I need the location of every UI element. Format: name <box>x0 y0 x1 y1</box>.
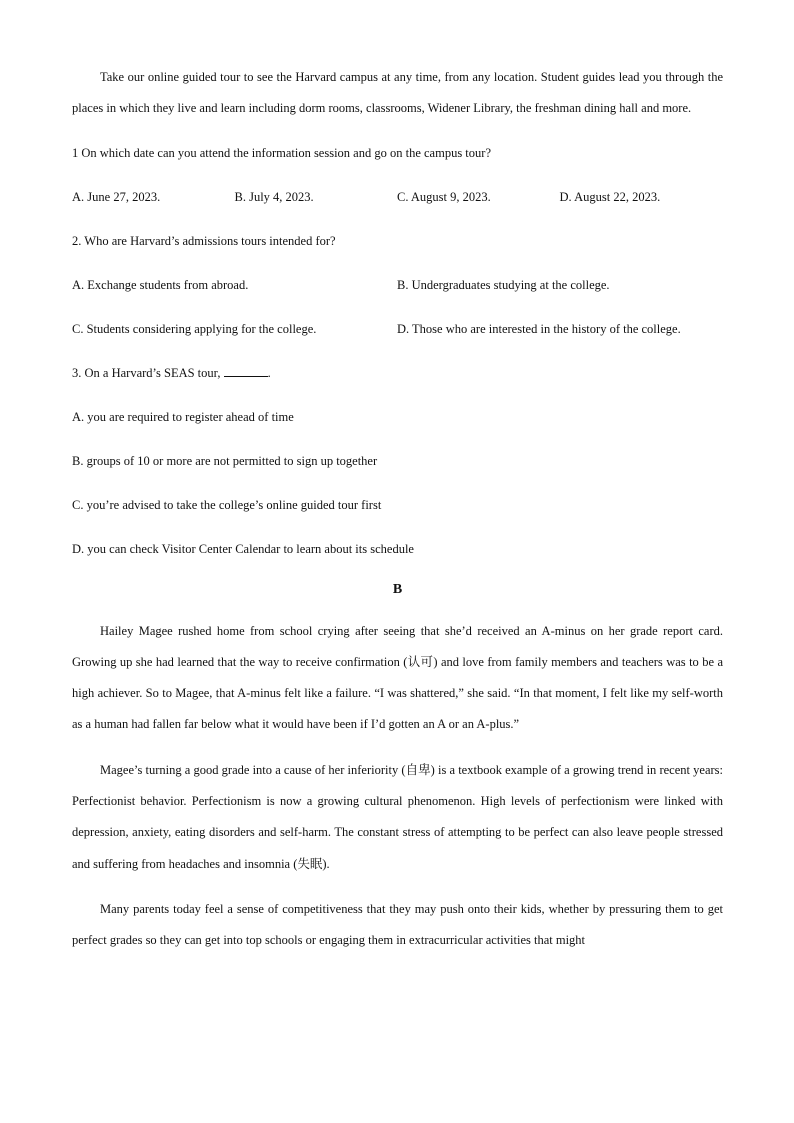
section-b-paragraph-3: Many parents today feel a sense of competitiveness that they may push onto their kids, whether by pressuring them to get perfect grades so they can get into top schools or engaging them in extracurricular activities that might <box>72 901 723 948</box>
question-2-stem: 2. Who are Harvard’s admissions tours intended for? <box>72 233 336 248</box>
question-1-option-a: A. June 27, 2023. <box>72 189 161 204</box>
question-3-option-a: A. you are required to register ahead of time <box>72 409 294 424</box>
intro-paragraph: Take our online guided tour to see the Harvard campus at any time, from any location. Student guides lead you through the places in which they live and learn including dorm rooms, classrooms, Widener Library, the freshman dining hall and more. <box>72 70 723 116</box>
section-b-title: B <box>392 581 403 597</box>
question-2-option-c: C. Students considering applying for the college. <box>72 321 317 336</box>
question-2-options-row-1 <box>72 275 723 295</box>
question-2-option-a: A. Exchange students from abroad. <box>72 277 249 292</box>
question-1-option-c: C. August 9, 2023. <box>397 189 491 204</box>
answer-blank <box>224 365 268 377</box>
question-3-stem-end: . <box>267 365 271 380</box>
question-3-stem-text: 3. On a Harvard’s SEAS tour, <box>72 365 221 380</box>
question-3-option-b: B. groups of 10 or more are not permitted to sign up together <box>72 453 378 468</box>
question-2-options-row-2 <box>72 319 723 339</box>
question-3-stem <box>72 363 723 383</box>
document-page <box>72 62 723 957</box>
question-1-options <box>72 187 723 207</box>
question-3-option-c: C. you’re advised to take the college’s online guided tour first <box>72 497 382 512</box>
question-1-option-d: D. August 22, 2023. <box>559 189 661 204</box>
question-1-stem: 1 On which date can you attend the information session and go on the campus tour? <box>72 145 491 160</box>
section-b-paragraph-1: Hailey Magee rushed home from school crying after seeing that she’d received an A-minus on her grade report card. Growing up she had learned that the way to receive confirmation (认可) and love from family members and teachers was to be a high achiever. So to Magee, that A-minus felt like a failure. “I was shattered,” she said. “In that moment, I felt like my self-worth as a human had fallen far below what it would have been if I’d gotten an A or an A-plus.” <box>72 623 723 732</box>
question-2-option-d: D. Those who are interested in the history of the college. <box>397 321 681 336</box>
section-b-paragraph-2: Magee’s turning a good grade into a cause of her inferiority (自卑) is a textbook example of a growing trend in recent years: Perfectionist behavior. Perfectionism is now a growing cultural phenomenon. High levels of perfectionism were linked with depression, anxiety, eating disorders and self-harm. The constant stress of attempting to be perfect can also leave people stressed and suffering from headaches and insomnia (失眠). <box>72 762 723 871</box>
question-2-option-b: B. Undergraduates studying at the college. <box>397 277 610 292</box>
question-1-option-b: B. July 4, 2023. <box>234 189 314 204</box>
question-3-option-d: D. you can check Visitor Center Calendar to learn about its schedule <box>72 541 414 556</box>
